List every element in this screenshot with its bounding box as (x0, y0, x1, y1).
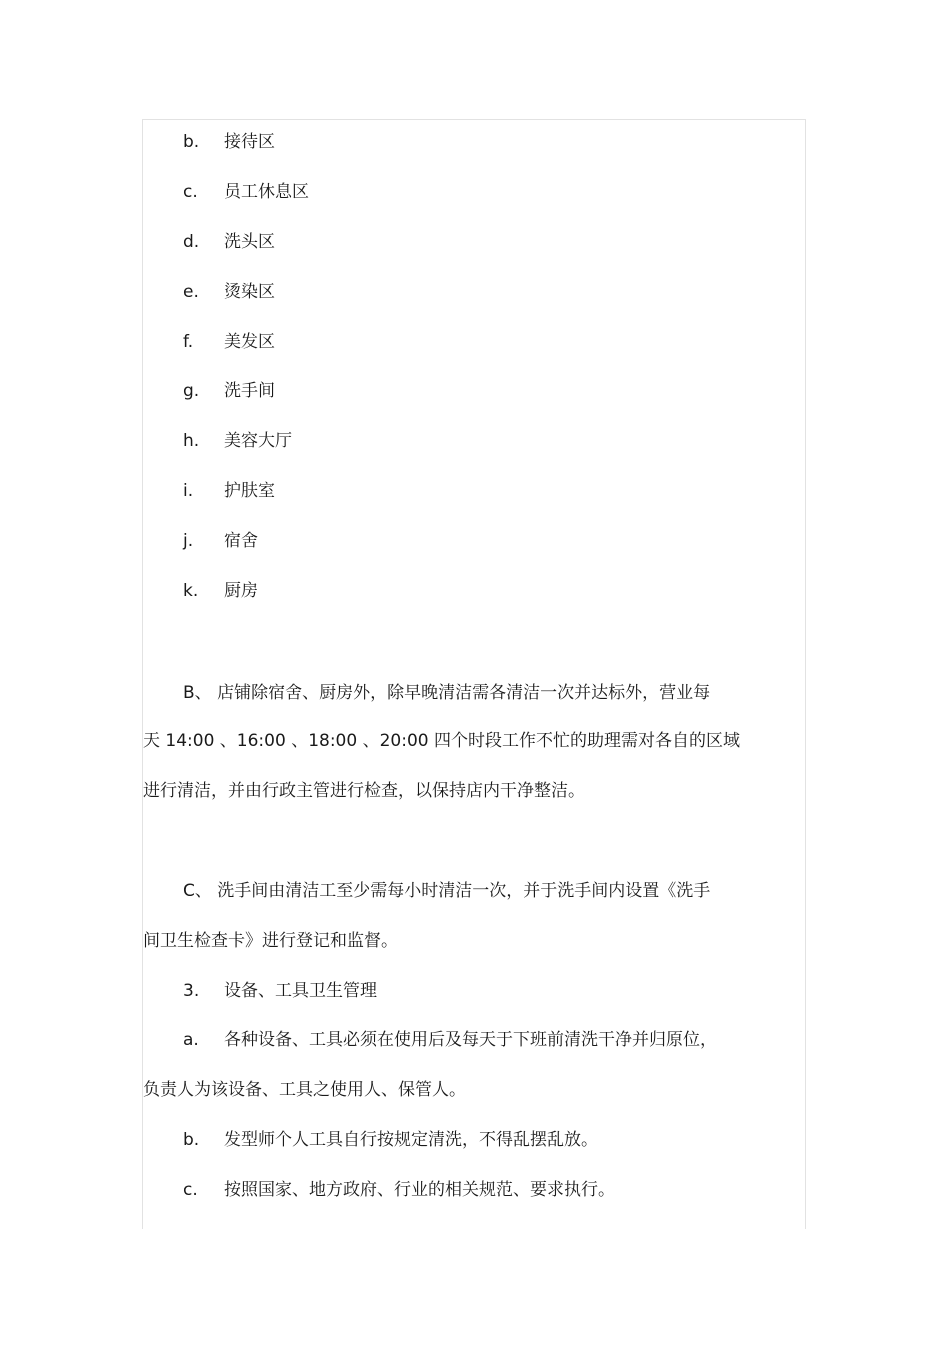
list-text: 各种设备、工具必须在使用后及每天于下班前清洗干净并归原位， (224, 1030, 717, 1050)
list-item (183, 479, 275, 503)
list-text: 美发区 (224, 332, 275, 352)
list-text: 护肤室 (224, 481, 275, 501)
list-item (183, 180, 309, 204)
list-text: 按照国家、地方政府、行业的相关规范、要求执行。 (224, 1180, 615, 1200)
list-marker: h. (183, 431, 200, 451)
list-text: 宿舍 (224, 531, 258, 551)
list-item (183, 330, 275, 354)
list-marker: e. (183, 282, 199, 302)
list-marker: f. (183, 332, 194, 352)
list-text: 发型师个人工具自行按规定清洗，不得乱摆乱放。 (224, 1130, 598, 1150)
list-item (183, 1028, 717, 1052)
section-heading (183, 979, 377, 1003)
list-item (183, 130, 275, 154)
list-item (183, 1178, 615, 1202)
section-title: 设备、工具卫生管理 (224, 981, 377, 1001)
paragraph-c-line: C、 洗手间由清洁工至少需每小时清洁一次，并于洗手间内设置《洗手 (183, 881, 711, 901)
list-text: 洗头区 (224, 232, 275, 252)
list-item (183, 1128, 598, 1152)
list-text: 厨房 (224, 581, 258, 601)
list-item (183, 379, 275, 403)
paragraph-c-line: 间卫生检查卡》进行登记和监督。 (143, 931, 398, 951)
list-marker: b. (183, 1130, 200, 1150)
list-marker: g. (183, 381, 200, 401)
list-marker: b. (183, 132, 200, 152)
list-item (183, 579, 258, 603)
list-marker: a. (183, 1030, 199, 1050)
list-text: 接待区 (224, 132, 275, 152)
list-marker: k. (183, 581, 199, 601)
list-marker: c. (183, 1180, 198, 1200)
section-number: 3. (183, 981, 200, 1001)
list-text: 员工休息区 (224, 182, 309, 202)
list-text-continuation: 负责人为该设备、工具之使用人、保管人。 (143, 1080, 466, 1100)
list-text: 洗手间 (224, 381, 275, 401)
list-item (183, 429, 292, 453)
list-item (183, 280, 275, 304)
paragraph-b-line: B、 店铺除宿舍、厨房外，除早晚清洁需各清洁一次并达标外，营业每 (183, 683, 711, 703)
list-item (183, 230, 275, 254)
list-text: 烫染区 (224, 282, 275, 302)
paragraph-b-line: 天 14:00 、16:00 、18:00 、20:00 四个时段工作不忙的助理需对各自的区域 (143, 731, 740, 751)
list-marker: j. (183, 531, 194, 551)
list-marker: i. (183, 481, 194, 501)
list-marker: d. (183, 232, 200, 252)
list-marker: c. (183, 182, 198, 202)
list-text: 美容大厅 (224, 431, 292, 451)
list-item (183, 529, 258, 553)
paragraph-b-line: 进行清洁，并由行政主管进行检查，以保持店内干净整洁。 (143, 781, 585, 801)
